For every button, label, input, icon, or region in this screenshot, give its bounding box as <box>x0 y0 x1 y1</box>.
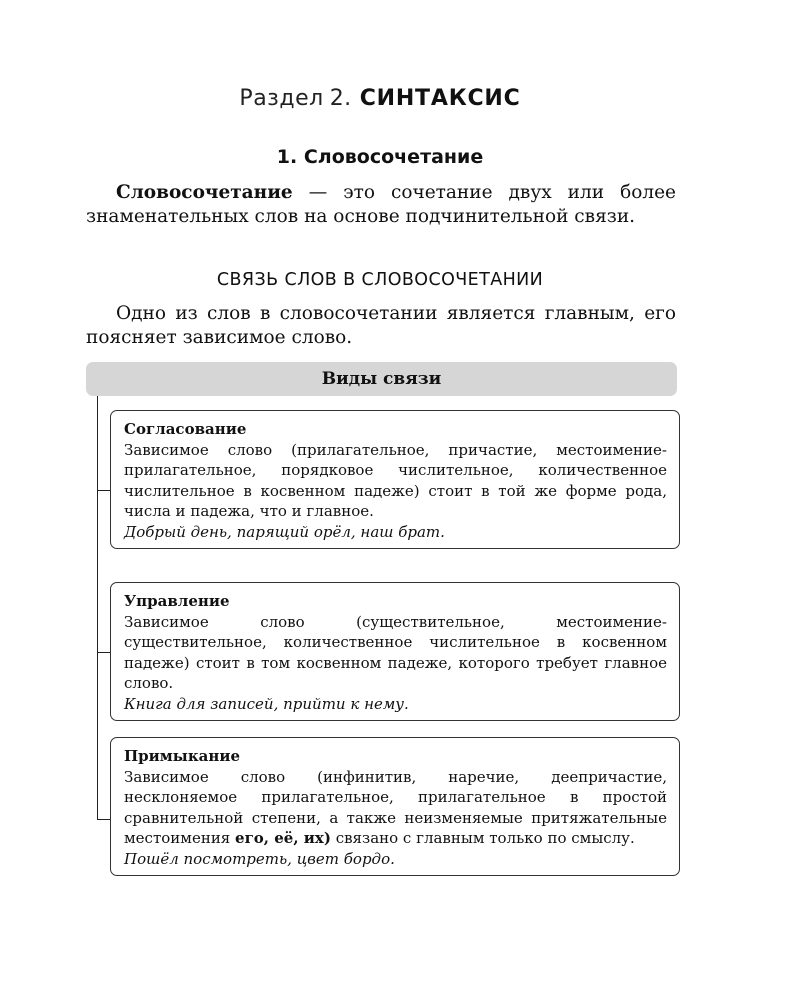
definition-text: — это сочетание двух или более знаменательных слов на основе подчинительной связи. <box>86 182 676 227</box>
definition-term: Словосочетание <box>116 182 293 203</box>
type-example: Пошёл посмотреть, цвет бордо. <box>124 849 395 868</box>
tree-line <box>97 396 98 820</box>
main-paragraph <box>86 302 676 350</box>
type-text <box>124 767 667 849</box>
type-example: Добрый день, парящий орёл, наш брат. <box>124 522 445 541</box>
section-title <box>0 86 760 111</box>
type-text: Зависимое слово (прилагательное, причастие, местоимение-прилагательное, порядковое числительное, количественное числительное в косвенном падеже) стоит в той же форме рода, числа и падежа, что и главное. <box>124 440 667 520</box>
chapter-name: Словосочетание <box>303 146 484 168</box>
subheading: СВЯЗЬ СЛОВ В СЛОВОСОЧЕТАНИИ <box>216 270 544 290</box>
type-title: Согласование <box>124 420 247 438</box>
tree-branch <box>97 490 110 491</box>
chapter-number: 1. <box>276 146 298 168</box>
type-text-before: Зависимое слово (инфинитив, наречие, деепричастие, несклоняемое прилагательное, прилагательное в простой сравнительной степени, а также неизменяемые притяжательные местоимения <box>124 767 667 847</box>
chapter-title <box>0 146 760 168</box>
type-card-government <box>110 582 680 721</box>
type-card-adjunction <box>110 737 680 876</box>
type-example: Книга для записей, прийти к нему. <box>124 694 409 713</box>
section-name: СИНТАКСИС <box>359 86 521 111</box>
section-prefix: Раздел <box>239 86 324 111</box>
tree-branch <box>97 652 110 653</box>
type-text: Зависимое слово (существительное, местоимение-существительное, количественное числительное в косвенном падеже) стоит в том косвенном падеже, которого требует главное слово. <box>124 612 667 692</box>
type-text-after: связано с главным только по смыслу. <box>330 829 635 847</box>
type-title: Примыкание <box>124 747 241 765</box>
tree-branch <box>97 819 110 820</box>
main-text: Одно из слов в словосочетании является главным, его поясняет зависимое слово. <box>86 303 676 348</box>
type-card-agreement <box>110 410 680 549</box>
section-number: 2. <box>329 86 352 111</box>
type-keywords: его, её, их) <box>235 829 331 847</box>
types-header: Виды связи <box>86 362 677 396</box>
type-title: Управление <box>124 592 230 610</box>
definition-paragraph <box>86 181 676 229</box>
